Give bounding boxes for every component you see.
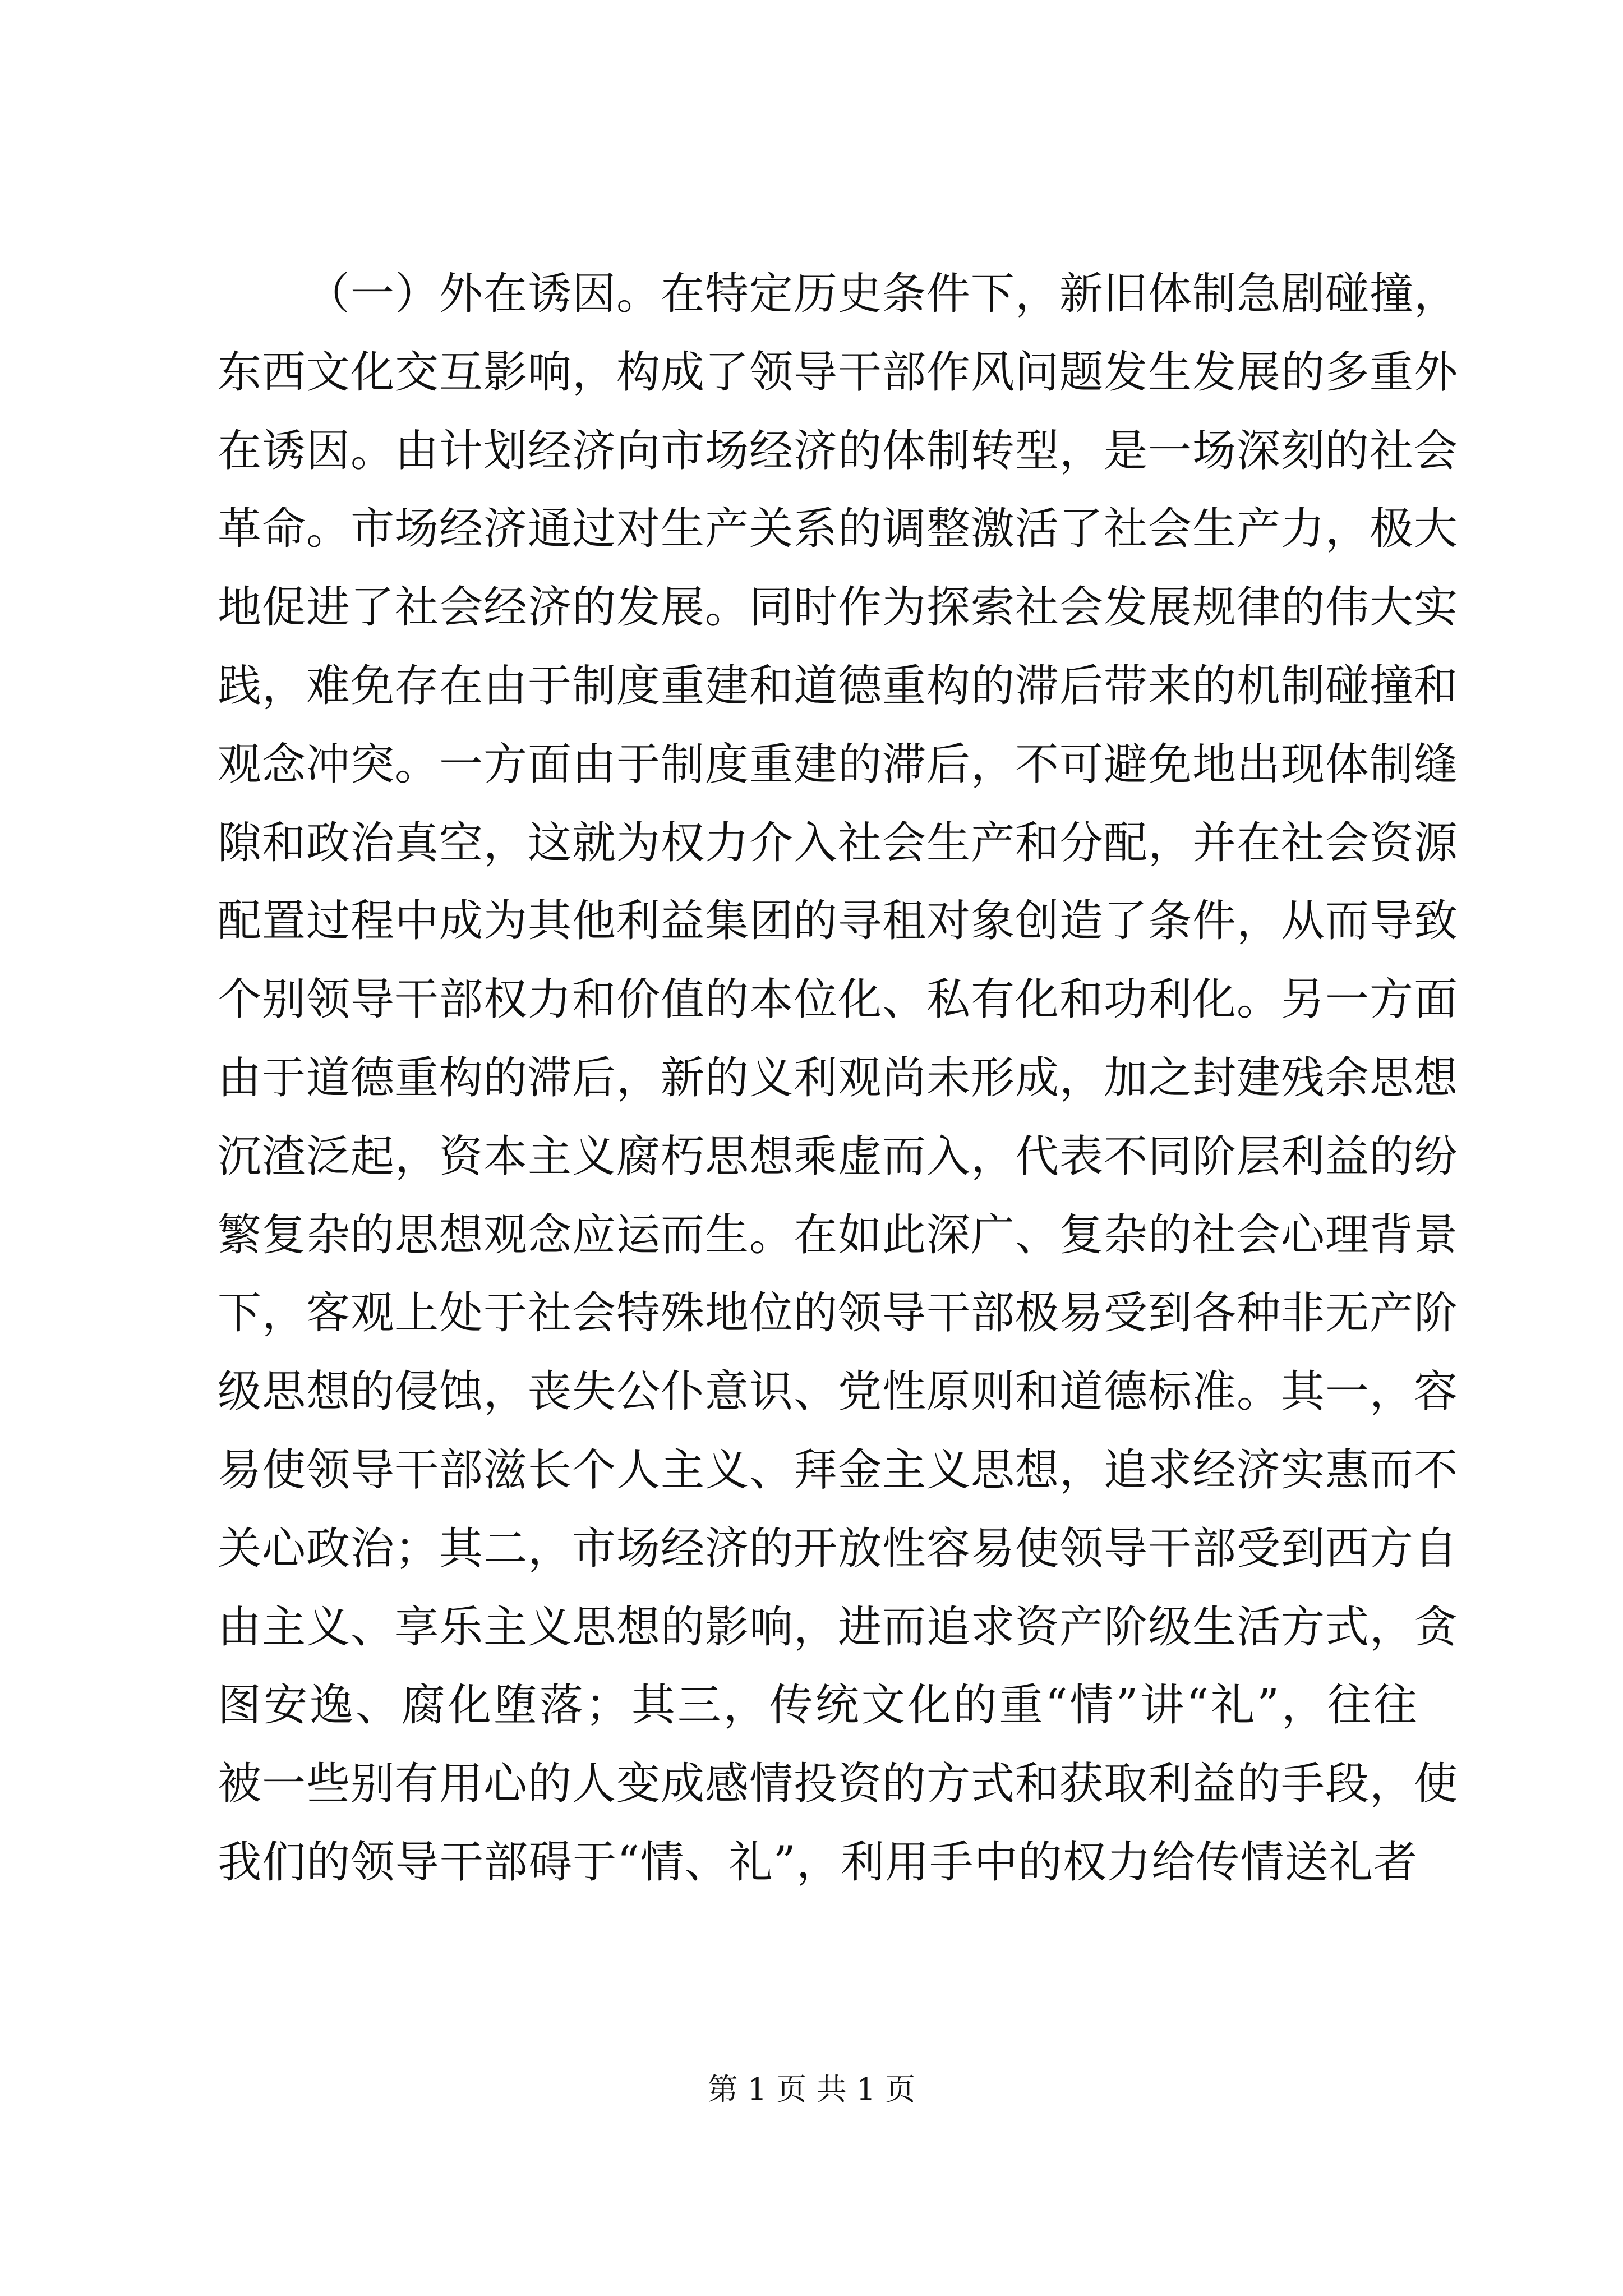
- paragraph-line: 践，难免存在由于制度重建和道德重构的滞后带来的机制碰撞和: [218, 660, 1459, 711]
- paragraph-line: 由于道德重构的滞后，新的义利观尚未形成，加之封建残余思想: [218, 1052, 1459, 1103]
- body-paragraph: [218, 255, 1459, 1902]
- paragraph-line: 图安逸、腐化堕落；其三，传统文化的重“情”讲“礼”，往往: [218, 1680, 1418, 1731]
- paragraph-line: 观念冲突。一方面由于制度重建的滞后，不可避免地出现体制缝: [218, 739, 1459, 790]
- paragraph-line: 易使领导干部滋长个人主义、拜金主义思想，追求经济实惠而不: [218, 1444, 1459, 1496]
- paragraph-line: 繁复杂的思想观念应运而生。在如此深广、复杂的社会心理背景: [218, 1209, 1459, 1260]
- paragraph-line: 由主义、享乐主义思想的影响，进而追求资产阶级生活方式，贪: [218, 1602, 1459, 1653]
- paragraph-line: 级思想的侵蚀，丧失公仆意识、党性原则和道德标准。其一，容: [218, 1366, 1459, 1418]
- paragraph-line: 关心政治；其二，市场经济的开放性容易使领导干部受到西方自: [218, 1523, 1459, 1574]
- paragraph-line: 东西文化交互影响，构成了领导干部作风问题发生发展的多重外: [218, 347, 1459, 398]
- paragraph-line: 我们的领导干部碍于“情、礼”，利用手中的权力给传情送礼者: [218, 1837, 1418, 1888]
- page-footer: 第 1 页 共 1 页: [707, 2072, 916, 2107]
- paragraph-line: 被一些别有用心的人变成感情投资的方式和获取利益的手段，使: [218, 1759, 1459, 1810]
- paragraph-line: 在诱因。由计划经济向市场经济的体制转型，是一场深刻的社会: [218, 425, 1459, 476]
- paragraph-line: （一）外在诱因。在特定历史条件下，新旧体制急剧碰撞，: [306, 269, 1459, 319]
- paragraph-line: 地促进了社会经济的发展。同时作为探索社会发展规律的伟大实: [218, 582, 1459, 633]
- paragraph-line: 隙和政治真空，这就为权力介入社会生产和分配，并在社会资源: [218, 817, 1459, 868]
- paragraph-line: 配置过程中成为其他利益集团的寻租对象创造了条件，从而导致: [218, 896, 1459, 947]
- paragraph-line: 沉渣泛起，资本主义腐朽思想乘虚而入，代表不同阶层利益的纷: [218, 1131, 1459, 1182]
- paragraph-line: 个别领导干部权力和价值的本位化、私有化和功利化。另一方面: [218, 974, 1459, 1025]
- paragraph-line: 革命。市场经济通过对生产关系的调整激活了社会生产力，极大: [218, 504, 1459, 555]
- paragraph-line: 下，客观上处于社会特殊地位的领导干部极易受到各种非无产阶: [218, 1288, 1459, 1339]
